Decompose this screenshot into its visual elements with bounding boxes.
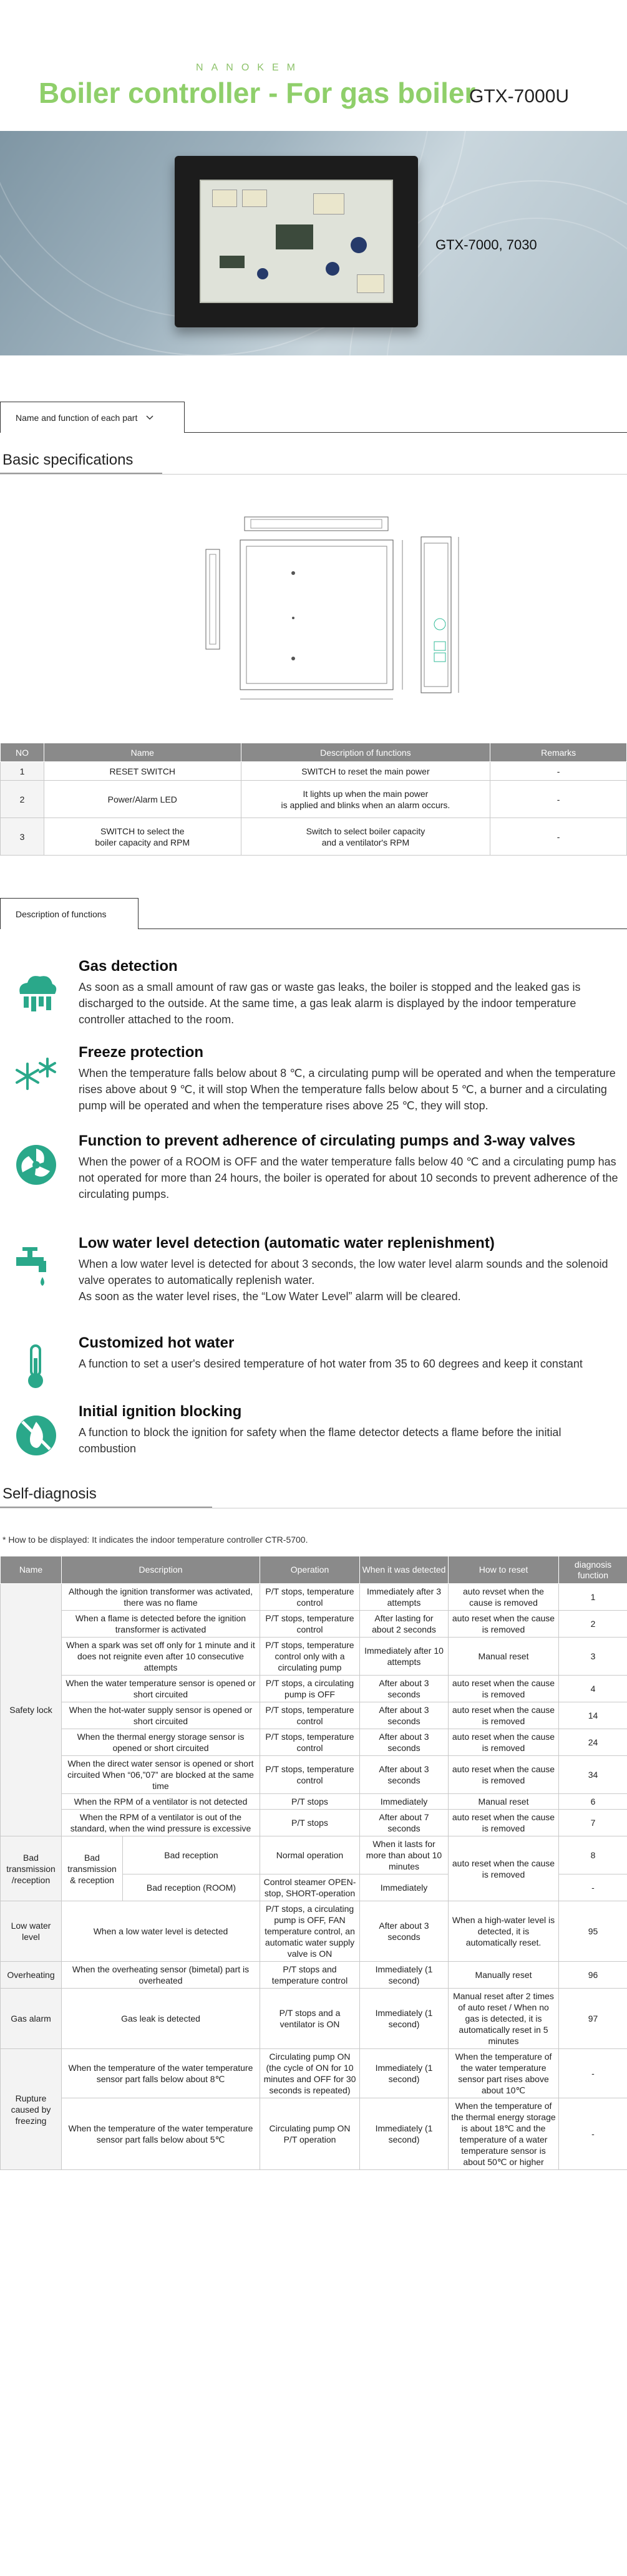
cat-safety-lock: Safety lock	[1, 1584, 62, 1836]
cell-desc: Although the ignition transformer was activated, there was no flame	[62, 1584, 260, 1611]
cell-op: P/T stops, temperature control only with a circulating pump	[260, 1638, 360, 1676]
cell-code: 95	[559, 1901, 627, 1962]
spec-table-header	[1, 743, 627, 762]
cell-desc	[241, 818, 490, 856]
cell-code: -	[559, 2049, 627, 2098]
cell-desc-line: It lights up when the main power	[303, 788, 429, 799]
function-text-line: As soon as the water level rises, the “Low Water Level” alarm will be cleared.	[79, 1290, 461, 1303]
cell-reset: auto reset when the cause is removed	[449, 1729, 559, 1756]
cell-op: P/T stops, temperature control	[260, 1584, 360, 1611]
cell-reset: Manual reset after 2 times of auto reset / When no gas is detected, it is automatically reset in 5 minutes	[449, 1989, 559, 2049]
cell-reset: auto revset when the cause is removed	[449, 1584, 559, 1611]
cell-name-line: SWITCH to select the	[100, 826, 185, 836]
cell-code: -	[559, 1874, 627, 1901]
self-diagnosis-note: * How to be displayed: It indicates the indoor temperature controller CTR-5700.	[2, 1535, 308, 1545]
cell-name: RESET SWITCH	[44, 762, 241, 781]
cell-desc: SWITCH to reset the main power	[241, 762, 490, 781]
table-row	[1, 2098, 627, 2170]
cell-desc: When the thermal energy storage sensor is opened or short circuited	[62, 1729, 260, 1756]
snowflake-icon	[11, 1051, 61, 1101]
flame-block-icon	[11, 1411, 61, 1460]
table-row	[1, 1989, 627, 2049]
pump-icon	[11, 1140, 61, 1190]
faucet-icon	[11, 1242, 61, 1292]
cell-no: 1	[1, 762, 44, 781]
cell-reset: Manual reset	[449, 1638, 559, 1676]
page-header	[0, 0, 627, 131]
cell-code: 2	[559, 1611, 627, 1638]
cell-when: Immediately after 3 attempts	[360, 1584, 449, 1611]
function-title: Customized hot water	[79, 1334, 235, 1351]
cell-op: P/T stops and a ventilator is ON	[260, 1989, 360, 2049]
cell-when: Immediately	[360, 1874, 449, 1901]
cell-desc-line: is applied and blinks when an alarm occurs.	[281, 799, 450, 810]
gas-leak-icon	[11, 965, 61, 1015]
function-prevent-adherence	[0, 1132, 627, 1235]
cell-code: 96	[559, 1962, 627, 1989]
cell-op: P/T stops, temperature control	[260, 1756, 360, 1794]
cell-op: Circulating pump ON P/T operation	[260, 2098, 360, 2170]
col-when-detected: When it was detected	[360, 1556, 449, 1584]
col-no: NO	[1, 743, 44, 762]
cell-reset: auto reset when the cause is removed	[449, 1810, 559, 1836]
cell-code: 6	[559, 1794, 627, 1810]
cell-remarks: -	[490, 781, 627, 818]
cell-desc-line: Switch to select boiler capacity	[306, 826, 425, 836]
cell-desc: Gas leak is detected	[62, 1989, 260, 2049]
function-customized-hot-water	[0, 1334, 627, 1403]
cell-name	[44, 818, 241, 856]
cell-code: 34	[559, 1756, 627, 1794]
tab-name-and-function[interactable]	[0, 402, 185, 433]
cell-code: 3	[559, 1638, 627, 1676]
spec-table	[0, 743, 627, 856]
function-title: Low water level detection (automatic water replenishment)	[79, 1235, 495, 1252]
cell-op: P/T stops and temperature control	[260, 1962, 360, 1989]
table-row	[1, 2049, 627, 2098]
basic-specifications-label: Basic specifications	[2, 451, 134, 468]
cell-op: P/T stops	[260, 1810, 360, 1836]
cell-code: 1	[559, 1584, 627, 1611]
cell-when: After lasting for about 2 seconds	[360, 1611, 449, 1638]
cell-code: 97	[559, 1989, 627, 2049]
function-text: A function to set a user's desired temperature of hot water from 35 to 60 degrees and keep it constant	[79, 1358, 583, 1370]
cell-op: Control steamer OPEN-stop, SHORT-operation	[260, 1874, 360, 1901]
tab-bar-functions	[0, 883, 627, 942]
cell-name-line: boiler capacity and RPM	[95, 837, 190, 847]
table-row	[1, 762, 627, 781]
cell-reset: auto reset when the cause is removed	[449, 1676, 559, 1702]
table-row	[1, 1611, 627, 1638]
col-remarks: Remarks	[490, 743, 627, 762]
col-how-to-reset: How to reset	[449, 1556, 559, 1584]
self-diagnosis-table	[0, 1556, 627, 2170]
table-row	[1, 1836, 627, 1874]
function-text: When the power of a ROOM is OFF and the water temperature falls below 40 ℃ and a circulating pump has not operated for more than 24 hours, the boiler is operated for about 10 seconds to prevent adherence of the circulating pumps.	[79, 1155, 618, 1200]
cell-desc: Bad reception	[123, 1836, 260, 1874]
function-text-line: When a low water level is detected for about 3 seconds, the low water level alarm sounds and the solenoid valve operates to automatically replenish water.	[79, 1258, 608, 1286]
cell-reset: Manually reset	[449, 1962, 559, 1989]
function-text: As soon as a small amount of raw gas or waste gas leaks, the boiler is stopped and the leaked gas is discharged to the outside. At the same time, a gas leak alarm is displayed by the indoor temperature controller attached to the room.	[79, 981, 581, 1026]
cell-no: 2	[1, 781, 44, 818]
cell-desc: When the hot-water supply sensor is opened or short circuited	[62, 1702, 260, 1729]
cell-desc: When a low water level is detected	[62, 1901, 260, 1962]
function-gas-detection	[0, 958, 627, 1044]
page-title: Boiler controller - For gas boiler	[39, 77, 476, 109]
cell-reset: When a high-water level is detected, it is automatically reset.	[449, 1901, 559, 1962]
table-row	[1, 1962, 627, 1989]
tab-bar-parts	[0, 387, 627, 445]
col-description: Description	[62, 1556, 260, 1584]
cell-reset: Manual reset	[449, 1794, 559, 1810]
cell-when: After about 3 seconds	[360, 1676, 449, 1702]
cat-rupture-freezing: Rupture caused by freezing	[1, 2049, 62, 2170]
basic-specifications-title	[0, 451, 627, 474]
tab-description-of-functions[interactable]	[0, 898, 139, 929]
thermometer-icon	[11, 1342, 61, 1392]
tab-description-label: Description of functions	[16, 909, 107, 919]
col-name: Name	[44, 743, 241, 762]
diag-table-header	[1, 1556, 627, 1584]
cell-when: Immediately (1 second)	[360, 2098, 449, 2170]
cell-desc: When the temperature of the water temperature sensor part falls below about 5℃	[62, 2098, 260, 2170]
col-diagnosis-function: diagnosis function	[559, 1556, 627, 1584]
cell-reset: auto reset when the cause is removed	[449, 1702, 559, 1729]
table-row	[1, 1729, 627, 1756]
cat-bad-sub: Bad transmission & reception	[62, 1836, 123, 1901]
self-diagnosis-title	[0, 1485, 627, 1508]
cell-desc: When the temperature of the water temperature sensor part falls below about 8℃	[62, 2049, 260, 2098]
cell-op: P/T stops, temperature control	[260, 1611, 360, 1638]
cell-code: 8	[559, 1836, 627, 1874]
cell-code: 4	[559, 1676, 627, 1702]
dimension-drawing	[0, 475, 627, 743]
cell-when: Immediately	[360, 1794, 449, 1810]
brand-name: NANOKEM	[196, 62, 303, 73]
cell-when: Immediately after 10 attempts	[360, 1638, 449, 1676]
table-row	[1, 1584, 627, 1611]
cell-reset: When the temperature of the water temperature sensor part rises above about 10℃	[449, 2049, 559, 2098]
cat-low-water-level: Low water level	[1, 1901, 62, 1962]
product-hero	[0, 131, 627, 355]
cell-when: After about 3 seconds	[360, 1756, 449, 1794]
controller-board-image	[175, 156, 418, 327]
chevron-down-icon	[146, 415, 153, 420]
cell-code: 7	[559, 1810, 627, 1836]
function-title: Gas detection	[79, 958, 178, 975]
cell-op: P/T stops, a circulating pump is OFF	[260, 1676, 360, 1702]
cell-when: After about 7 seconds	[360, 1810, 449, 1836]
table-row	[1, 818, 627, 856]
cell-desc: When the RPM of a ventilator is not detected	[62, 1794, 260, 1810]
function-title: Initial ignition blocking	[79, 1403, 242, 1420]
cell-when: After about 3 seconds	[360, 1729, 449, 1756]
cat-bad-transmission: Bad transmission /reception	[1, 1836, 62, 1901]
table-row	[1, 1901, 627, 1962]
cell-desc-line: and a ventilator's RPM	[321, 837, 410, 847]
function-low-water-level	[0, 1235, 627, 1334]
cat-overheating: Overheating	[1, 1962, 62, 1989]
cell-when: Immediately (1 second)	[360, 2049, 449, 2098]
cell-op: Normal operation	[260, 1836, 360, 1874]
hero-model-label: GTX-7000, 7030	[435, 237, 537, 253]
function-text: When the temperature falls below about 8 ℃, a circulating pump will be operated and when the temperature rises above about 9 ℃, it will stop When the temperature falls below about 5 ℃, a burner and a circulating pump will be operated and when the temperature rises above 25 ℃, they will stop.	[79, 1067, 616, 1112]
cell-desc: Bad reception (ROOM)	[123, 1874, 260, 1901]
function-title: Function to prevent adherence of circulating pumps and 3-way valves	[79, 1132, 576, 1149]
function-title: Freeze protection	[79, 1044, 204, 1061]
cell-reset: auto reset when the cause is removed	[449, 1611, 559, 1638]
table-row	[1, 1810, 627, 1836]
cell-remarks: -	[490, 762, 627, 781]
cell-when: When it lasts for more than about 10 minutes	[360, 1836, 449, 1874]
cell-code: -	[559, 2098, 627, 2170]
self-diagnosis-label: Self-diagnosis	[2, 1485, 97, 1502]
cell-op: P/T stops, a circulating pump is OFF, FAN temperature control, an automatic water supply valve is ON	[260, 1901, 360, 1962]
cell-reset: When the temperature of the thermal energy storage is about 18℃ and the temperature of a water temperature sensor is about 50℃ or higher	[449, 2098, 559, 2170]
cell-reset: auto reset when the cause is removed	[449, 1756, 559, 1794]
cell-code: 24	[559, 1729, 627, 1756]
cell-op: P/T stops	[260, 1794, 360, 1810]
cell-desc: When the direct water sensor is opened or short circuited When “06,”07” are blocked at the same time	[62, 1756, 260, 1794]
function-text: A function to block the ignition for safety when the flame detector detects a flame before the initial combustion	[79, 1426, 561, 1455]
function-text	[79, 1256, 621, 1305]
cell-reset: auto reset when the cause is removed	[449, 1836, 559, 1901]
cell-remarks: -	[490, 818, 627, 856]
col-name: Name	[1, 1556, 62, 1584]
model-number: GTX-7000U	[469, 86, 570, 107]
table-row	[1, 1638, 627, 1676]
cell-op: P/T stops, temperature control	[260, 1702, 360, 1729]
table-row	[1, 1676, 627, 1702]
cell-desc	[241, 781, 490, 818]
table-row	[1, 1702, 627, 1729]
cell-when: After about 3 seconds	[360, 1901, 449, 1962]
col-operation: Operation	[260, 1556, 360, 1584]
cell-when: Immediately (1 second)	[360, 1989, 449, 2049]
cell-desc: When a spark was set off only for 1 minute and it does not reignite even after 10 consecutive attempts	[62, 1638, 260, 1676]
cell-when: After about 3 seconds	[360, 1702, 449, 1729]
cell-desc: When the water temperature sensor is opened or short circuited	[62, 1676, 260, 1702]
tab-name-and-function-label: Name and function of each part	[16, 412, 138, 423]
dimension-drawing-svg	[0, 475, 627, 743]
cell-op: Circulating pump ON (the cycle of ON for 10 minutes and OFF for 30 seconds is repeated)	[260, 2049, 360, 2098]
function-freeze-protection	[0, 1044, 627, 1132]
cell-when: Immediately (1 second)	[360, 1962, 449, 1989]
cell-name: Power/Alarm LED	[44, 781, 241, 818]
function-ignition-blocking	[0, 1403, 627, 1480]
cat-gas-alarm: Gas alarm	[1, 1989, 62, 2049]
cell-no: 3	[1, 818, 44, 856]
col-description: Description of functions	[241, 743, 490, 762]
cell-code: 14	[559, 1702, 627, 1729]
cell-op: P/T stops, temperature control	[260, 1729, 360, 1756]
table-row	[1, 781, 627, 818]
cell-desc: When the overheating sensor (bimetal) part is overheated	[62, 1962, 260, 1989]
table-row	[1, 1756, 627, 1794]
table-row	[1, 1794, 627, 1810]
cell-desc: When the RPM of a ventilator is out of the standard, when the wind pressure is excessive	[62, 1810, 260, 1836]
cell-desc: When a flame is detected before the ignition transformer is activated	[62, 1611, 260, 1638]
